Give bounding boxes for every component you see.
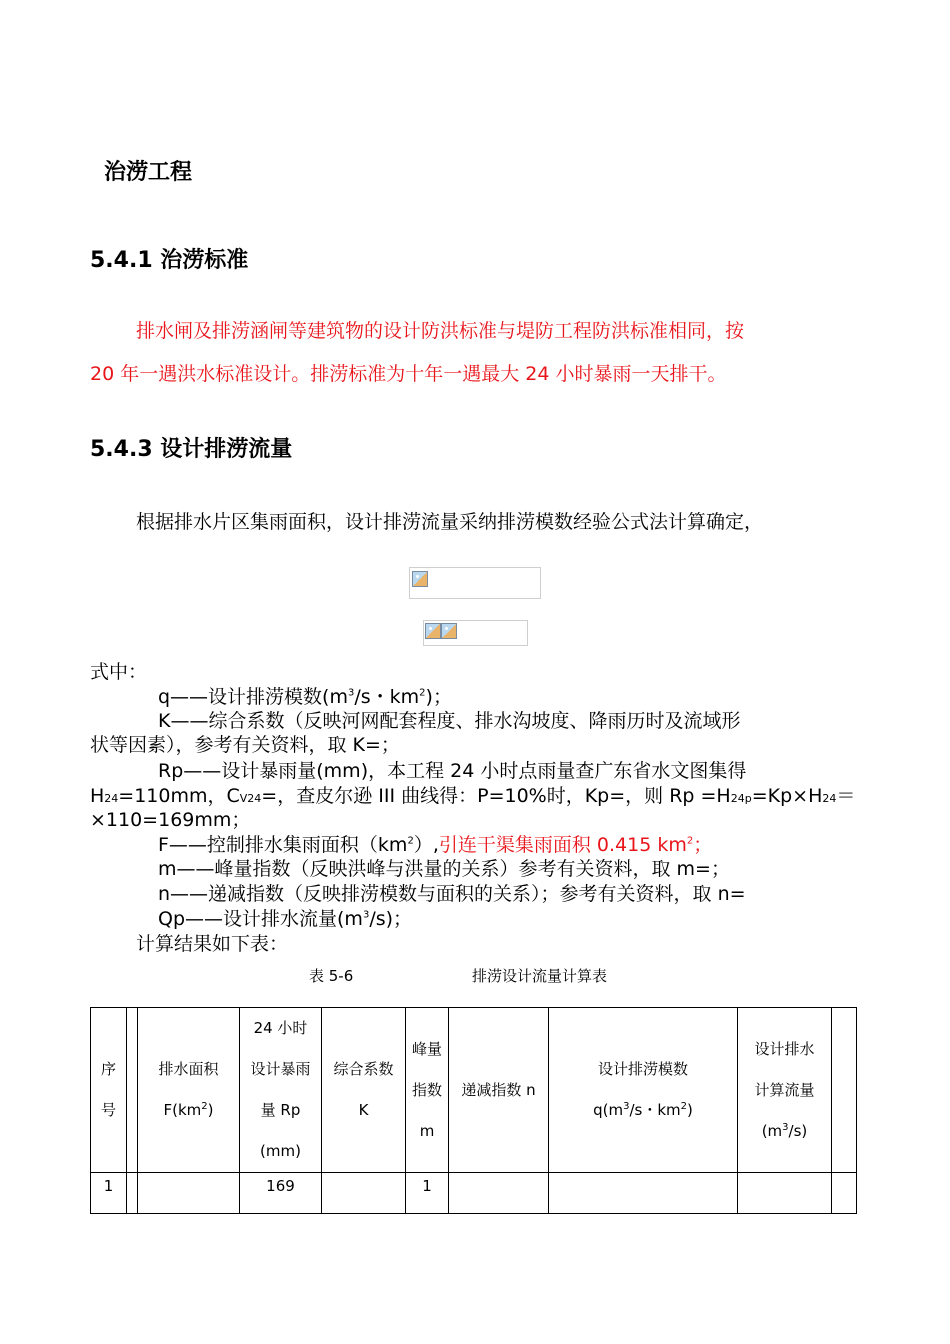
def-rp-line-1: Rp——设计暴雨量(mm)，本工程 24 小时点雨量查广东省水文图集得 (158, 760, 747, 782)
formula-image-2 (423, 620, 528, 646)
def-k-line-2: 状等因素），参考有关资料，取 K=； (90, 734, 400, 756)
shizhong-label: 式中： (90, 661, 148, 683)
header-rainfall: 24 小时 设计暴雨 量 Rp (mm) (240, 1008, 322, 1173)
section-heading-5-4-1: 5.4.1 治涝标准 (90, 248, 249, 273)
catchment-area-note: 引连干渠集雨面积 0.415 km (438, 834, 687, 856)
header-spacer (127, 1008, 138, 1173)
drainage-flow-table (90, 1007, 857, 1214)
header-coefficient-k: 综合系数 K (322, 1008, 406, 1173)
def-f: F——控制排水集雨面积$(km^2)$,引连干渠集雨面积 0.415 $km^2$； (158, 834, 713, 856)
header-area: 排水面积 $F(km^2)$ (138, 1008, 240, 1173)
def-qp: Qp——设计排水流量$(m^3/s)$； (158, 908, 413, 930)
broken-image-icon (441, 623, 457, 639)
result-intro: 计算结果如下表： (136, 933, 289, 955)
broken-image-icon (425, 623, 441, 639)
cell-decline-index-n (449, 1173, 549, 1214)
def-m: m——峰量指数（反映洪峰与洪量的关系）参考有关资料，取 m=； (158, 858, 730, 880)
cell-rainfall: 169 (240, 1173, 322, 1214)
def-rp-line-2: H24=110mm，CV24=，查皮尔逊 III 曲线得：P=10%时，Kp=，则 Rp =H24p=Kp×H24＝ (90, 785, 856, 807)
table-caption-title: 排涝设计流量计算表 (472, 967, 608, 985)
header-design-flow: 设计排水 计算流量 $(m^3/s)$ (738, 1008, 832, 1173)
def-rp-line-3: ×110=169mm； (90, 809, 251, 831)
table-header-row (91, 1008, 857, 1173)
cell-peak-index-m: 1 (406, 1173, 449, 1214)
def-n: n——递减指数（反映排涝模数与面积的关系）；参考有关资料，取 n= (158, 883, 746, 905)
broken-image-icon (412, 571, 428, 587)
cell-coefficient-k (322, 1173, 406, 1214)
cell-spacer (127, 1173, 138, 1214)
standard-paragraph-line-2: 20 年一遇洪水标准设计。排涝标准为十年一遇最大 24 小时暴雨一天排干。 (90, 363, 727, 385)
page-title: 治涝工程 (104, 160, 193, 185)
table-caption-number: 表 5-6 (309, 967, 354, 985)
cell-drainage-modulus (549, 1173, 738, 1214)
cell-seq: 1 (91, 1173, 127, 1214)
cell-spacer-end (832, 1173, 857, 1214)
header-spacer-end (832, 1008, 857, 1173)
section-heading-5-4-3: 5.4.3 设计排涝流量 (90, 437, 293, 462)
formula-image-1 (409, 567, 541, 599)
intro-paragraph: 根据排水片区集雨面积，设计排涝流量采纳排涝模数经验公式法计算确定， (136, 511, 764, 533)
standard-paragraph-line-1: 排水闸及排涝涵闸等建筑物的设计防洪标准与堤防工程防洪标准相同，按 (136, 320, 745, 342)
cell-area (138, 1173, 240, 1214)
header-peak-index-m: 峰量 指数 m (406, 1008, 449, 1173)
table-row (91, 1173, 857, 1214)
header-decline-index-n: 递减指数 n (449, 1008, 549, 1173)
cell-design-flow (738, 1173, 832, 1214)
def-q: q——设计排涝模数($m^3/s$・$km^2$)； (158, 686, 452, 708)
header-seq: 序 号 (91, 1008, 127, 1173)
def-k-line-1: K——综合系数（反映河网配套程度、排水沟坡度、降雨历时及流域形 (158, 710, 741, 732)
header-drainage-modulus: 设计排涝模数 $q(m^3/s$・$km^2$) (549, 1008, 738, 1173)
